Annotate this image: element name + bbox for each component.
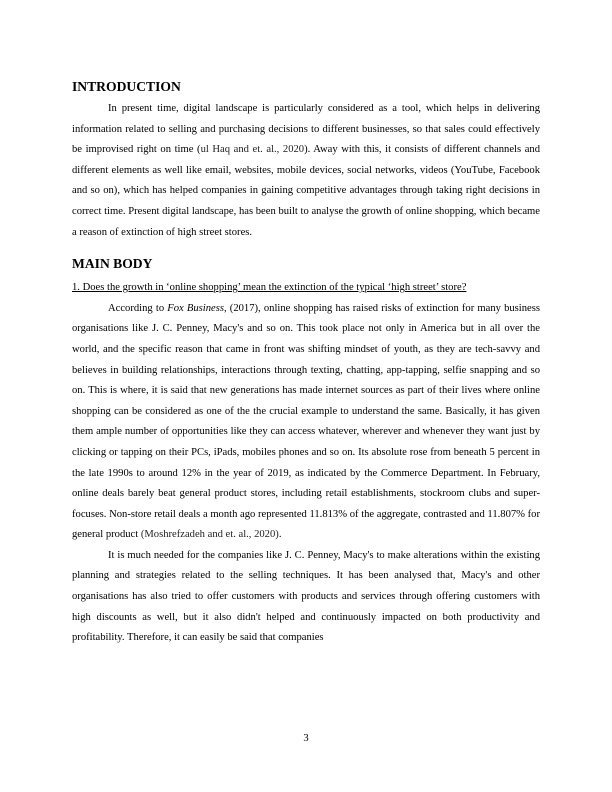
intro-text-1: In present time, digital landscape is particularly considered as a tool, which helps in delivering information related to selling and purchasing decisions to different businesses, so that sales could effectively be improvised right on time (: [72, 103, 540, 156]
heading-main-body: MAIN BODY: [72, 256, 153, 272]
question-heading: 1. Does the growth in ‘online shopping’ mean the extinction of the typical ‘high street’ store?: [72, 282, 467, 294]
para1-text: , (2017), online shopping has raised risks of extinction for many business organisations like J. C. Penney, Macy's and so on. This took place not only in America but in all over the world, and the specific reason that came in front was shifting mindset of youth, as they are tech-savvy and believes in building relationships, interactions through texting, chatting, app-tapping, selfie snapping and so on. This is where, it is said that new generations has made internet sources as part of their lives where online shopping can be considered as one of the the crucial example to understand the same. Basically, it has given them ample number of opportunities like they can access whatever, wherever and whenever they want just by clicking or tapping on their PCs, iPads, mobiles phones and so on. Its absolute rose from beneath 5 percent in the late 1990s to around 12% in the year of 2019, as indicated by the Commerce Department. In February, online deals barely beat general product stores, including retail establishments, stockroom clubs and super-focuses. Non-store retail deals a month ago represented 11.813% of the aggregate, contrasted and 11.807% for general product: [72, 302, 540, 541]
para1-lead: According to: [108, 302, 168, 314]
intro-paragraph: [72, 99, 540, 243]
page-content: [72, 78, 540, 649]
intro-text-2: ). Away with this, it consists of different channels and different elements as well like email, websites, mobile devices, social networks, videos (YouTube, Facebook and so on), which has helped companies in gaining competitive advantages through taking right decisions in correct time. Present digital landscape, has been built to analyse the growth of online shopping, which became a reason of extinction of high street stores.: [72, 144, 540, 238]
heading-introduction: INTRODUCTION: [72, 79, 181, 94]
para1-citation: (Moshrefzadeh and et. al., 2020): [140, 529, 279, 541]
body-paragraph-1: [72, 299, 540, 546]
page-number: 3: [303, 733, 309, 744]
para1-end: .: [278, 529, 282, 541]
para1-source: Fox Business: [167, 302, 224, 314]
intro-citation: ul Haq and et. al., 2020: [200, 144, 305, 156]
body-paragraph-2: It is much needed for the companies like J. C. Penney, Macy's to make alterations within the existing planning and strategies related to the selling techniques. It has been analysed that, Macy's and other organisations has also tried to offer customers with products and services through offering customers with high discounts as well, but it also didn't helped and continuously impacted on both productivity and profitability. Therefore, it can easily be said that companies: [72, 549, 540, 644]
